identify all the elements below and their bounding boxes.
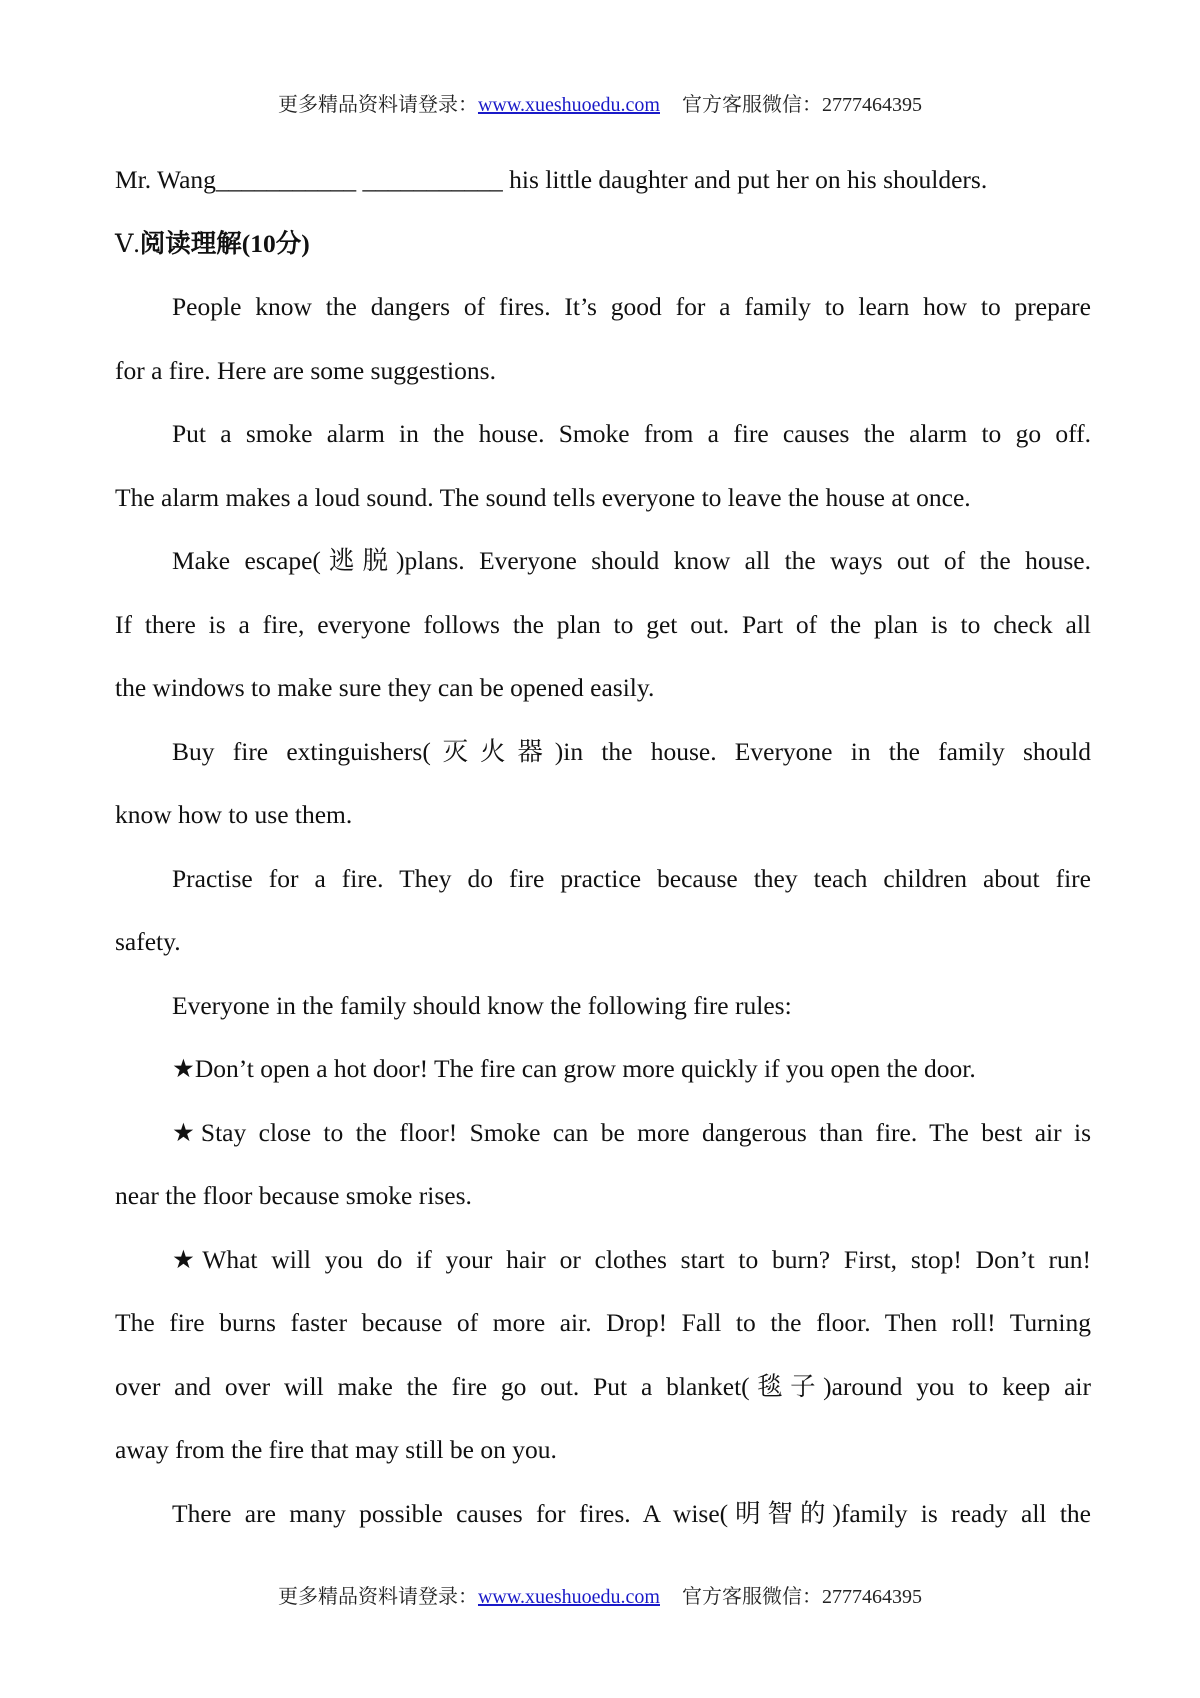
text-line: safety. xyxy=(115,927,181,956)
text-line: Buy fire extinguishers(灭火器)in the house. Everyone in the family should xyxy=(172,736,1091,766)
section-heading xyxy=(115,212,1091,276)
footer-prefix: 更多精品资料请登录： xyxy=(277,1586,478,1608)
text-line: Make escape(逃脱)plans. Everyone should know all the ways out of the house. xyxy=(172,546,1091,575)
document-body xyxy=(115,148,1091,1545)
text-line: Practise for a fire. They do fire practice because they teach children about fire xyxy=(172,863,1091,893)
text-line: The alarm makes a loud sound. The sound tells everyone to leave the house at once. xyxy=(115,482,971,512)
text-line: The fire burns faster because of more air. Drop! Fall to the floor. Then roll! Turning xyxy=(115,1308,1091,1337)
text-line: near the floor because smoke rises. xyxy=(115,1181,472,1210)
text-line: Put a smoke alarm in the house. Smoke from a fire causes the alarm to go off. xyxy=(172,419,1091,448)
footer-wechat: 官方客服微信：2777464395 xyxy=(682,1586,922,1608)
text-line: People know the dangers of fires. It’s good for a family to learn how to prepare xyxy=(172,292,1091,321)
blank-sentence: Mr. Wang___________ ___________ his little daughter and put her on his shoulders. xyxy=(115,165,988,194)
text-line: the windows to make sure they can be opened easily. xyxy=(115,673,655,702)
footer-site-link[interactable]: www.xueshuoedu.com xyxy=(477,1586,660,1608)
text-line: over and over will make the fire go out. Put a blanket(毯子)around you to keep air xyxy=(115,1371,1091,1401)
rule-item: ★What will you do if your hair or clothes start to burn? First, stop! Don’t run! xyxy=(172,1244,1091,1274)
section-number: Ⅴ. xyxy=(115,228,140,258)
text-line: know how to use them. xyxy=(115,800,353,829)
page-footer xyxy=(0,1580,1200,1609)
text-line: away from the fire that may still be on you. xyxy=(115,1435,557,1464)
rule-item: ★Stay close to the floor! Smoke can be more dangerous than fire. The best air is xyxy=(172,1117,1091,1147)
text-line: There are many possible causes for fires. A wise(明智的)family is ready all the xyxy=(172,1498,1091,1528)
text-line: If there is a fire, everyone follows the plan to get out. Part of the plan is to check all xyxy=(115,609,1091,639)
header-wechat: 官方客服微信：2777464395 xyxy=(682,94,922,116)
rule-item: ★Don’t open a hot door! The fire can grow more quickly if you open the door. xyxy=(172,1054,976,1083)
text-line: Everyone in the family should know the following fire rules: xyxy=(172,990,792,1020)
header-site-link[interactable]: www.xueshuoedu.com xyxy=(477,94,660,116)
text-line: for a fire. Here are some suggestions. xyxy=(115,355,496,385)
header-prefix: 更多精品资料请登录： xyxy=(277,94,478,116)
section-title: 阅读理解(10分) xyxy=(139,228,310,258)
page-header xyxy=(0,88,1200,117)
